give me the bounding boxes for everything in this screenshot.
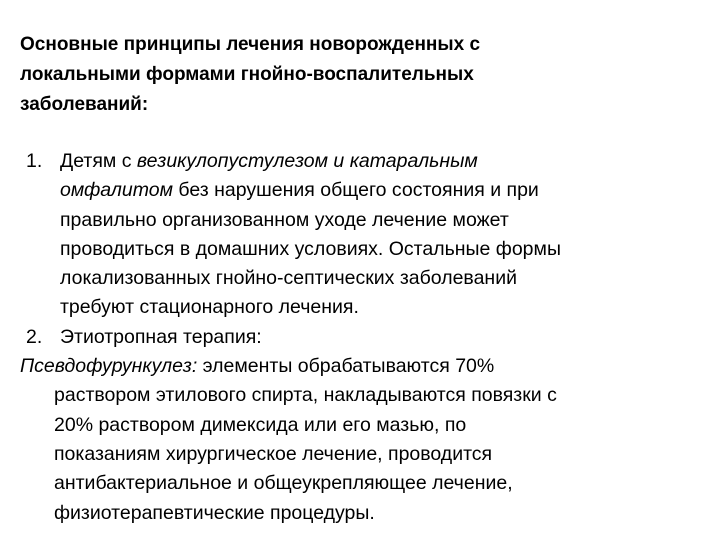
- title-line-1: Основные принципы лечения новорожденных с: [20, 34, 481, 55]
- list-item-1: [26, 147, 706, 323]
- pseudo-line-3: 20% раствором димексида или его мазью, по: [54, 413, 467, 436]
- pseudo-line-1: [20, 352, 706, 381]
- pseudo-line1-rest: элементы обрабатываются 70%: [197, 355, 495, 378]
- pseudofurunculosis-paragraph: [20, 352, 706, 528]
- pseudo-line-6: физиотерапевтические процедуры.: [54, 501, 375, 524]
- item1-italic-omphalitis: омфалитом: [60, 179, 173, 202]
- pseudo-line-4: показаниям хирургическое лечение, проводится: [54, 442, 493, 465]
- title-line-2: локальными формами гнойно-воспалительных: [20, 64, 474, 85]
- pseudo-label: Псевдофурункулез:: [20, 355, 198, 378]
- title-line-3: заболеваний:: [20, 94, 149, 115]
- list-item-1-line-3: правильно организованном уходе лечение может: [60, 208, 509, 231]
- pseudo-line-2: раствором этилового спирта, накладываются повязки с: [54, 384, 557, 407]
- list-item-1-line-4: проводиться в домашних условиях. Остальные формы: [60, 237, 561, 260]
- list-item-2: [26, 323, 706, 352]
- list-item-2-line-1: [26, 323, 706, 352]
- list-number-1: 1.: [26, 150, 43, 172]
- pseudo-line-5: антибактериальное и общеукрепляющее лечение,: [54, 472, 513, 495]
- item1-line2-rest: без нарушения общего состояния и при: [173, 179, 539, 202]
- item1-prefix: Детям с: [60, 150, 137, 172]
- list-item-1-line-1: [26, 147, 706, 176]
- item2-text: Этиотропная терапия:: [60, 325, 262, 348]
- list-item-1-line-6: требуют стационарного лечения.: [60, 296, 359, 319]
- list-number-2: 2.: [26, 325, 43, 348]
- slide-body: [20, 147, 706, 528]
- list-item-1-line-5: локализованных гнойно-септических заболеваний: [60, 267, 517, 290]
- list-item-1-line-2: [26, 176, 706, 205]
- slide-title: [20, 30, 700, 120]
- item1-italic-diagnosis: везикулопустулезом и катаральным: [136, 150, 478, 172]
